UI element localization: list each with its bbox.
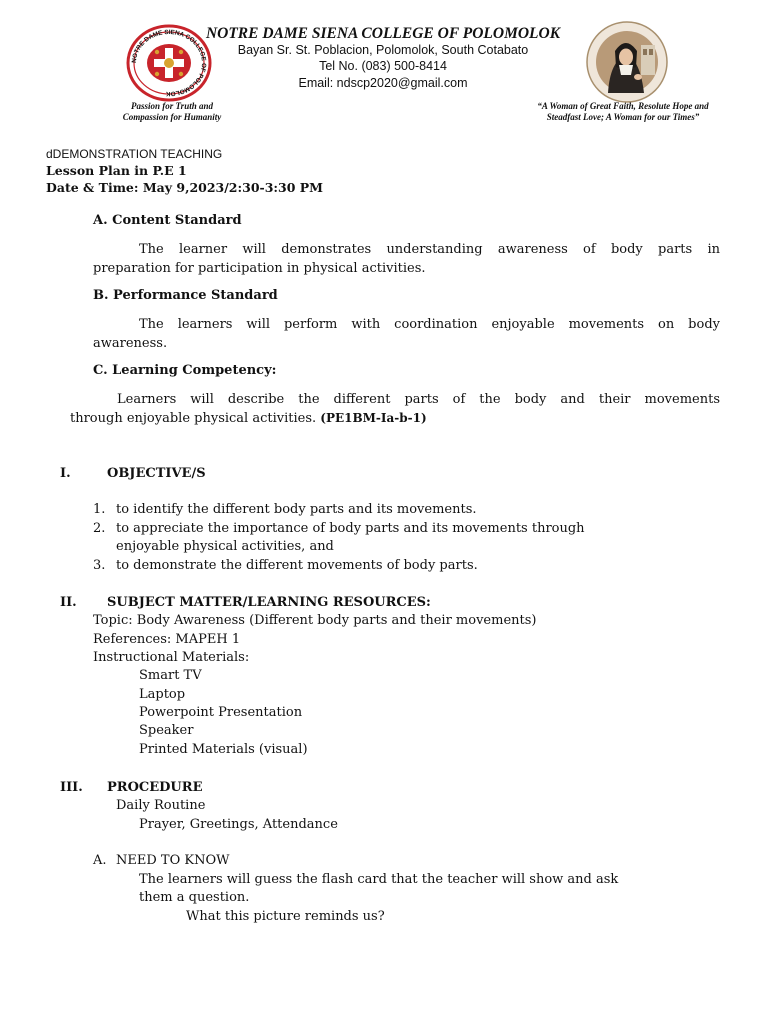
subject-matter-numeral: II. <box>60 595 77 610</box>
competency-code: (PE1BM-Ia-b-1) <box>320 411 427 425</box>
college-name: NOTRE DAME SIENA COLLEGE OF POLOMOLOK <box>205 25 561 42</box>
material-item: Powerpoint Presentation <box>139 705 303 720</box>
subject-matter-title: SUBJECT MATTER/LEARNING RESOURCES: <box>107 595 431 610</box>
objective-number: 3. <box>93 558 106 573</box>
college-email: Email: ndscp2020@gmail.com <box>298 76 468 90</box>
performance-standard-title: B. Performance Standard <box>93 288 278 303</box>
saint-portrait-logo <box>586 21 668 103</box>
objective-number: 1. <box>93 502 106 517</box>
objectives-numeral: I. <box>60 466 71 481</box>
objective-number: 2. <box>93 521 106 536</box>
saint-portrait-icon <box>586 21 668 103</box>
objective-text: to appreciate the importance of body parts and its movements through <box>116 521 585 536</box>
need-to-know-text: them a question. <box>139 890 250 905</box>
motto-right-line: “A Woman of Great Faith, Resolute Hope and <box>537 101 709 111</box>
motto-left <box>104 101 240 123</box>
need-to-know-text: The learners will guess the flash card that the teacher will show and ask <box>139 872 619 887</box>
motto-left-line: Passion for Truth and <box>131 101 213 111</box>
need-to-know-letter: A. <box>93 853 107 868</box>
seal-text: NOTRE DAME SIENA COLLEGE OF POLOMOLOK <box>130 28 208 98</box>
content-standard-text: The learner will demonstrates understanding awareness of body parts in <box>139 242 720 257</box>
procedure-title: PROCEDURE <box>107 780 203 795</box>
need-to-know-question: What this picture reminds us? <box>186 909 385 924</box>
material-item: Smart TV <box>139 668 202 683</box>
learning-competency-text <box>70 409 427 428</box>
motto-left-line: Compassion for Humanity <box>122 112 222 122</box>
need-to-know-title: NEED TO KNOW <box>116 853 230 868</box>
objective-text: to identify the different body parts and its movements. <box>116 502 477 517</box>
lesson-datetime: Date & Time: May 9,2023/2:30-3:30 PM <box>46 180 323 195</box>
procedure-numeral: III. <box>60 780 83 795</box>
performance-standard-text: awareness. <box>93 336 168 351</box>
motto-right <box>530 101 716 123</box>
pre-title: dDEMONSTRATION TEACHING <box>46 147 223 161</box>
objectives-title: OBJECTIVE/S <box>107 466 206 481</box>
college-seal-icon <box>126 24 212 102</box>
daily-routine-items: Prayer, Greetings, Attendance <box>139 817 338 832</box>
material-item: Laptop <box>139 687 186 702</box>
topic-line: Topic: Body Awareness (Different body parts and their movements) <box>93 613 537 628</box>
references-line: References: MAPEH 1 <box>93 632 241 647</box>
college-tel: Tel No. (083) 500-8414 <box>319 59 447 73</box>
college-address: Bayan Sr. St. Poblacion, Polomolok, South Cotabato <box>237 43 529 57</box>
learning-competency-text: Learners will describe the different parts of the body and their movements <box>117 392 720 407</box>
objective-text: to demonstrate the different movements of body parts. <box>116 558 478 573</box>
content-standard-text: preparation for participation in physical activities. <box>93 261 426 276</box>
motto-right-line: Steadfast Love; A Woman for our Times” <box>546 112 700 122</box>
material-item: Speaker <box>139 723 194 738</box>
learning-competency-title: C. Learning Competency: <box>93 363 277 378</box>
lesson-title: Lesson Plan in P.E 1 <box>46 163 187 178</box>
material-item: Printed Materials (visual) <box>139 742 308 757</box>
learning-competency-line: through enjoyable physical activities. <box>70 411 317 426</box>
daily-routine-label: Daily Routine <box>116 798 206 813</box>
objective-text: enjoyable physical activities, and <box>116 539 334 554</box>
performance-standard-text: The learners will perform with coordination enjoyable movements on body <box>139 317 720 332</box>
content-standard-title: A. Content Standard <box>93 213 242 228</box>
materials-label: Instructional Materials: <box>93 650 250 665</box>
college-seal-logo <box>126 24 212 102</box>
